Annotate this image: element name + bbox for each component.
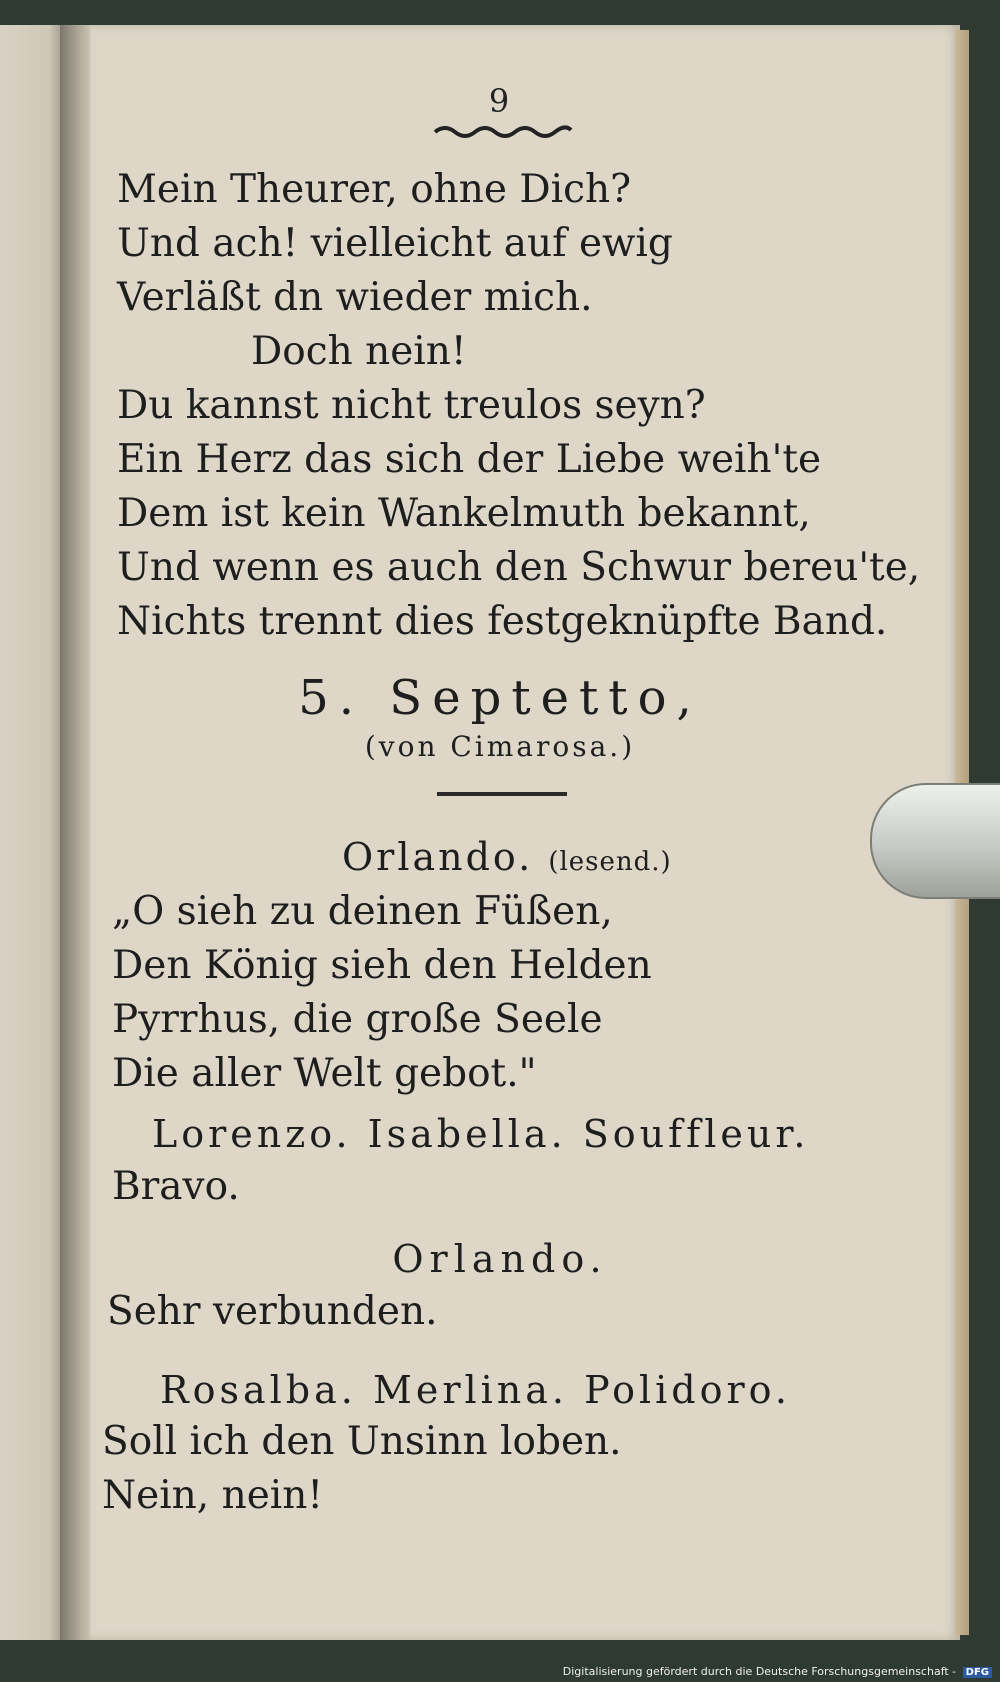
credit-text: Digitalisierung gefördert durch die Deutsche Forschungsgemeinschaft - <box>562 1665 957 1678</box>
verse-line: Pyrrhus, die große Seele <box>112 997 603 1042</box>
verse-line: Ein Herz das sich der Liebe weih'te <box>117 437 822 482</box>
speaker-heading: Lorenzo. Isabella. Souffleur. <box>152 1112 810 1156</box>
verse-line: Und ach! vielleicht auf ewig <box>117 221 673 266</box>
verse-line: Nichts trennt dies festgeknüpfte Band. <box>117 599 888 644</box>
verse-line: Dem ist kein Wankelmuth bekannt, <box>117 491 811 536</box>
divider-rule <box>437 792 567 796</box>
flourish-ornament <box>433 120 573 140</box>
verse-line: Du kannst nicht treulos seyn? <box>117 383 706 428</box>
dfg-logo: DFG <box>963 1667 992 1678</box>
verse-line: Sehr verbunden. <box>107 1289 438 1334</box>
verse-line: Den König sieh den Helden <box>112 943 652 988</box>
section-title: 5. Septetto, <box>298 670 702 726</box>
verse-line: Die aller Welt gebot." <box>112 1051 537 1096</box>
speaker-name: Orlando. <box>342 835 534 879</box>
verse-line: Mein Theurer, ohne Dich? <box>117 167 632 212</box>
verse-line: Doch nein! <box>251 329 467 374</box>
digitization-credit <box>563 1665 992 1678</box>
speaker-heading <box>342 835 672 879</box>
orlando-verse <box>112 885 652 1101</box>
verse-line: Verläßt dn wieder mich. <box>117 275 593 320</box>
page-number: 9 <box>488 82 512 120</box>
stanza-1 <box>117 163 920 649</box>
verse-line: Soll ich den Unsinn loben. <box>102 1419 622 1464</box>
verse-line: Nein, nein! <box>102 1473 324 1518</box>
composer-credit: (von Cimarosa.) <box>364 730 636 763</box>
rosalba-verse <box>102 1415 622 1523</box>
verse-line: Und wenn es auch den Schwur bereu'te, <box>117 545 921 590</box>
speaker-heading: Rosalba. Merlina. Polidoro. <box>160 1368 791 1412</box>
verse-line: „O sieh zu deinen Füßen, <box>112 889 613 934</box>
book-clip <box>870 783 1000 899</box>
speaker-heading: Orlando. <box>392 1237 608 1281</box>
verse-line: Bravo. <box>112 1164 240 1209</box>
stage-direction: (lesend.) <box>548 847 672 877</box>
